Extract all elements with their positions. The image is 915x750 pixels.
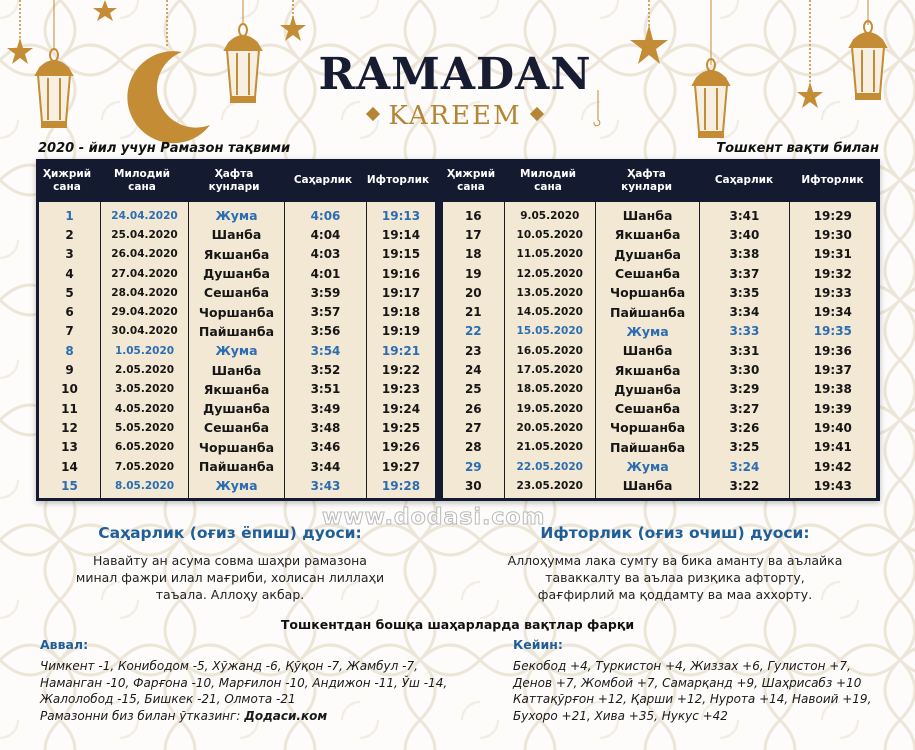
table-cell: 3:38 — [729, 247, 760, 262]
table-cell: 9.05.2020 — [520, 209, 580, 222]
table-cell: 16.05.2020 — [516, 344, 583, 357]
table-cell: 3:37 — [729, 266, 760, 281]
table-cell: 14 — [61, 459, 78, 474]
table-cell: 19:22 — [381, 363, 421, 378]
table-cell: 19:35 — [813, 324, 852, 339]
iftar-time-column — [790, 202, 876, 498]
table-cell: 5 — [65, 285, 74, 300]
table-cell: 19:18 — [381, 305, 421, 320]
watermark: www.dodasi.com — [322, 505, 546, 530]
table-cell: 3:49 — [310, 401, 341, 416]
table-cell: 19:13 — [381, 208, 421, 223]
table-cell: 19:21 — [381, 343, 421, 358]
table-cell: 24.04.2020 — [111, 209, 178, 222]
table-cell: Чоршанба — [610, 420, 686, 436]
table-cell: 17 — [464, 227, 482, 242]
table-cell: 3:34 — [729, 305, 760, 320]
table-cell: 3:29 — [729, 382, 760, 397]
table-cell: 19:24 — [381, 401, 421, 416]
table-cell: 16 — [464, 208, 482, 223]
iftar-dua-text: Аллоҳумма лака сумту ва бика аманту ва аълайка таваккалту ва аълаа ризқика афторту, фағфирлий ма қоддамту ва маа аххорту. — [507, 553, 843, 602]
table-cell: 4.05.2020 — [114, 402, 175, 415]
table-cell: Душанба — [614, 246, 681, 262]
table-cell: 19:14 — [381, 227, 421, 242]
table-cell: Пайшанба — [198, 323, 275, 339]
table-cell: 3:40 — [729, 227, 760, 242]
column-header-sahar: Саҳарлик — [293, 174, 353, 186]
table-cell: 19:23 — [381, 382, 421, 397]
table-cell: Шанба — [211, 227, 262, 243]
ramadan-calendar-table — [36, 159, 880, 501]
table-cell: 3:46 — [310, 440, 341, 455]
table-cell: 20 — [464, 285, 482, 300]
table-cell: 3:35 — [729, 285, 760, 300]
table-cell: 15 — [61, 478, 78, 493]
table-cell: Душанба — [203, 401, 270, 417]
table-cell: 3:27 — [729, 401, 760, 416]
table-cell: Жума — [215, 478, 258, 494]
table-cell: 22.05.2020 — [516, 460, 583, 473]
table-cell: 19:15 — [381, 247, 421, 262]
iftar-dua — [470, 524, 880, 603]
table-cell: 2 — [65, 227, 74, 242]
table-cell: 9 — [65, 363, 74, 378]
promo-site-link[interactable]: Додаси.ком — [244, 708, 328, 723]
time-difference-title: Тошкентдан бошқа шаҳарларда вақтлар фарқи — [280, 617, 635, 632]
table-cell: 18 — [464, 247, 482, 262]
table-cell: 19:41 — [813, 440, 852, 455]
table-cell: 26.04.2020 — [111, 248, 178, 261]
table-cell: 22 — [464, 324, 482, 339]
table-cell: 19:17 — [381, 285, 421, 300]
table-cell: 19:30 — [813, 227, 852, 242]
table-cell: 19:25 — [381, 420, 421, 435]
table-cell: 29 — [464, 459, 482, 474]
table-cell: 3:26 — [729, 420, 760, 435]
table-cell: 4 — [65, 266, 74, 281]
table-cell: 8 — [65, 343, 74, 358]
table-cell: 3:52 — [310, 363, 341, 378]
table-cell: 19:31 — [813, 247, 852, 262]
table-cell: 11.05.2020 — [516, 248, 583, 261]
table-cell: 4:06 — [310, 208, 341, 223]
hijri-column — [443, 202, 505, 498]
table-cell: 19:40 — [813, 420, 852, 435]
table-left-half — [36, 159, 438, 501]
column-header-iftar: Ифторлик — [801, 174, 864, 186]
table-cell: 19.05.2020 — [516, 402, 583, 415]
table-cell: Пайшанба — [198, 459, 275, 474]
table-cell: 4:03 — [310, 247, 341, 262]
diamond-icon — [530, 107, 544, 121]
table-cell: 3:59 — [310, 285, 341, 300]
table-cell: Якшанба — [614, 362, 681, 378]
hijri-column — [39, 202, 101, 498]
column-header-gregorian: Милодий сана — [114, 167, 170, 193]
page-subtitle — [300, 100, 610, 132]
table-cell: 15.05.2020 — [516, 325, 583, 338]
table-cell: 21.05.2020 — [516, 441, 583, 454]
table-cell: 19:33 — [813, 285, 852, 300]
table-cell: 14.05.2020 — [516, 306, 583, 319]
after-label: Кейин: — [513, 637, 563, 652]
table-body — [39, 202, 435, 498]
diamond-icon — [366, 107, 380, 121]
title-block — [300, 50, 610, 132]
column-header-hijri: Ҳижрий сана — [42, 167, 92, 193]
column-header-sahar: Саҳарлик — [714, 174, 774, 186]
sahar-dua-text: Навайту ан асума совма шаҳри рамазона минал фажри илал мағриби, холисан лиллаҳи таъала. Аллоҳу акбар. — [75, 553, 385, 602]
weekday-column — [189, 202, 285, 498]
table-cell: 6 — [65, 305, 74, 320]
table-cell: Жума — [626, 323, 669, 339]
sahar-dua-title: Саҳарлик (оғиз ёпиш) дуоси: — [98, 524, 362, 542]
sahar-time-column — [700, 202, 789, 498]
table-cell: Якшанба — [614, 227, 681, 243]
table-cell: Сешанба — [203, 420, 270, 436]
table-cell: Жума — [215, 343, 258, 359]
table-cell: 3:25 — [729, 440, 760, 455]
table-cell: 27.04.2020 — [111, 267, 178, 280]
table-cell: 19:43 — [813, 478, 852, 493]
table-cell: 3:57 — [310, 305, 341, 320]
time-difference-before — [40, 637, 470, 724]
table-cell: 12 — [61, 420, 78, 435]
table-cell: 19:34 — [813, 305, 852, 320]
column-header-gregorian: Милодий сана — [520, 167, 576, 193]
table-cell: 19:39 — [813, 401, 852, 416]
column-header-weekday: Ҳафта кунлари — [208, 167, 260, 193]
table-cell: Чоршанба — [198, 439, 275, 455]
table-cell: 3:54 — [310, 343, 341, 358]
table-cell: 3:22 — [729, 478, 760, 493]
table-cell: Чоршанба — [198, 304, 275, 320]
table-cell: 23.05.2020 — [516, 479, 583, 492]
sahar-time-column — [285, 202, 367, 498]
table-cell: 8.05.2020 — [114, 479, 175, 492]
table-cell: 29.04.2020 — [111, 306, 178, 319]
table-cell: 19:28 — [381, 478, 421, 493]
table-cell: 18.05.2020 — [516, 383, 583, 396]
table-cell: Якшанба — [203, 381, 270, 397]
table-cell: Пайшанба — [610, 439, 686, 455]
column-header-hijri: Ҳижрий сана — [446, 167, 496, 193]
table-header — [36, 159, 438, 202]
table-cell: Жума — [626, 459, 669, 474]
table-cell: 4:04 — [310, 227, 341, 242]
time-difference-after — [513, 637, 908, 724]
table-cell: 25 — [464, 382, 482, 397]
table-cell: 19:26 — [381, 440, 421, 455]
table-cell: 3:44 — [310, 459, 341, 474]
table-cell: 3:56 — [310, 324, 341, 339]
table-cell: 12.05.2020 — [516, 267, 583, 280]
table-cell: 19:36 — [813, 343, 852, 358]
table-cell: 3:41 — [729, 208, 760, 223]
table-cell: 11 — [61, 401, 78, 416]
table-cell: Шанба — [211, 362, 262, 378]
table-right-half — [440, 159, 880, 501]
table-cell: 4:01 — [310, 266, 341, 281]
table-cell: 19:27 — [381, 459, 421, 474]
table-cell: Сешанба — [203, 285, 270, 301]
table-cell: 17.05.2020 — [516, 364, 583, 377]
table-cell: 3 — [65, 247, 74, 262]
table-cell: 26 — [464, 401, 482, 416]
table-cell: 20.05.2020 — [516, 421, 583, 434]
sahar-dua — [40, 524, 420, 603]
table-cell: 3:31 — [729, 343, 760, 358]
table-cell: 25.04.2020 — [111, 228, 178, 241]
table-cell: Якшанба — [203, 246, 270, 262]
before-cities: Чимкент -1, Конибодом -5, Хўжанд -6, Қўқон -7, Жамбул -7, Наманган -10, Фарғона -10, Марғилон -10, Андижон -11, Ўш -14, Жалолобод -15, Бишкек -21, Олмота -21 — [40, 659, 448, 706]
table-cell: 3:51 — [310, 382, 341, 397]
table-cell: Шанба — [622, 343, 673, 359]
promo-line — [40, 708, 470, 725]
table-cell: 1 — [65, 208, 74, 223]
table-cell: 19:32 — [813, 266, 852, 281]
table-cell: Шанба — [622, 208, 673, 224]
table-cell: Сешанба — [615, 266, 681, 282]
table-cell: Жума — [215, 208, 258, 224]
table-cell: 19:37 — [813, 363, 852, 378]
calendar-caption: 2020 - йил учун Рамазон тақвими — [38, 141, 291, 156]
subtitle-text: KAREEM — [388, 101, 522, 131]
before-label: Аввал: — [40, 637, 89, 652]
table-cell: Чоршанба — [610, 285, 686, 301]
table-cell: 19:42 — [813, 459, 852, 474]
table-cell: 30 — [464, 478, 482, 493]
table-cell: 19:16 — [381, 266, 421, 281]
table-cell: 24 — [464, 363, 482, 378]
table-cell: 5.05.2020 — [114, 421, 175, 434]
iftar-time-column — [367, 202, 435, 498]
table-cell: 23 — [464, 343, 482, 358]
table-cell: 27 — [464, 420, 482, 435]
table-cell: 19 — [464, 266, 482, 281]
table-cell: Душанба — [203, 266, 270, 282]
page-title: RAMADAN — [318, 49, 592, 100]
iftar-dua-title: Ифторлик (оғиз очиш) дуоси: — [540, 524, 810, 542]
table-cell: 3:33 — [729, 324, 760, 339]
table-cell: 21 — [464, 305, 482, 320]
table-cell: 7 — [65, 324, 74, 339]
crescent-moon-icon — [127, 51, 210, 143]
table-cell: 3.05.2020 — [114, 383, 175, 396]
table-cell: 10.05.2020 — [516, 228, 583, 241]
gregorian-date-column — [505, 202, 596, 498]
table-cell: 7.05.2020 — [114, 460, 175, 473]
table-cell: 1.05.2020 — [114, 344, 175, 357]
table-cell: Сешанба — [615, 401, 681, 417]
table-cell: Пайшанба — [610, 304, 686, 320]
table-cell: 28.04.2020 — [111, 286, 178, 299]
table-cell: 3:43 — [310, 478, 341, 493]
table-header — [440, 159, 880, 202]
table-cell: 3:30 — [729, 363, 760, 378]
weekday-column — [596, 202, 700, 498]
table-cell: 10 — [61, 382, 78, 397]
column-header-iftar: Ифторлик — [366, 174, 430, 186]
table-body — [443, 202, 876, 498]
table-cell: Шанба — [622, 478, 673, 494]
table-cell: 19:29 — [813, 208, 852, 223]
column-header-weekday: Ҳафта кунлари — [621, 167, 672, 193]
gregorian-date-column — [101, 202, 189, 498]
timezone-caption: Тошкент вақти билан — [716, 141, 879, 156]
after-cities: Бекобод +4, Туркистон +4, Жиззах +6, Гулистон +7, Денов +7, Жомбой +7, Самарқанд +9, Шаҳрисабз +10 Каттақўрғон +12, Қарши +12, Нурота +14, Навоий +19, Бухоро +21, Хива +35, Нукус +42 — [513, 659, 872, 723]
table-cell: 3:24 — [729, 459, 760, 474]
table-cell: 28 — [464, 440, 482, 455]
table-cell: 19:19 — [381, 324, 421, 339]
table-cell: 6.05.2020 — [114, 441, 175, 454]
table-cell: 13 — [61, 440, 78, 455]
table-cell: 19:38 — [813, 382, 852, 397]
promo-prefix: Рамазонни биз билан ўтказинг: — [40, 708, 245, 723]
table-cell: Душанба — [614, 381, 681, 397]
table-cell: 13.05.2020 — [516, 286, 583, 299]
table-cell: 3:48 — [310, 420, 341, 435]
table-cell: 2.05.2020 — [114, 364, 175, 377]
table-cell: 30.04.2020 — [111, 325, 178, 338]
